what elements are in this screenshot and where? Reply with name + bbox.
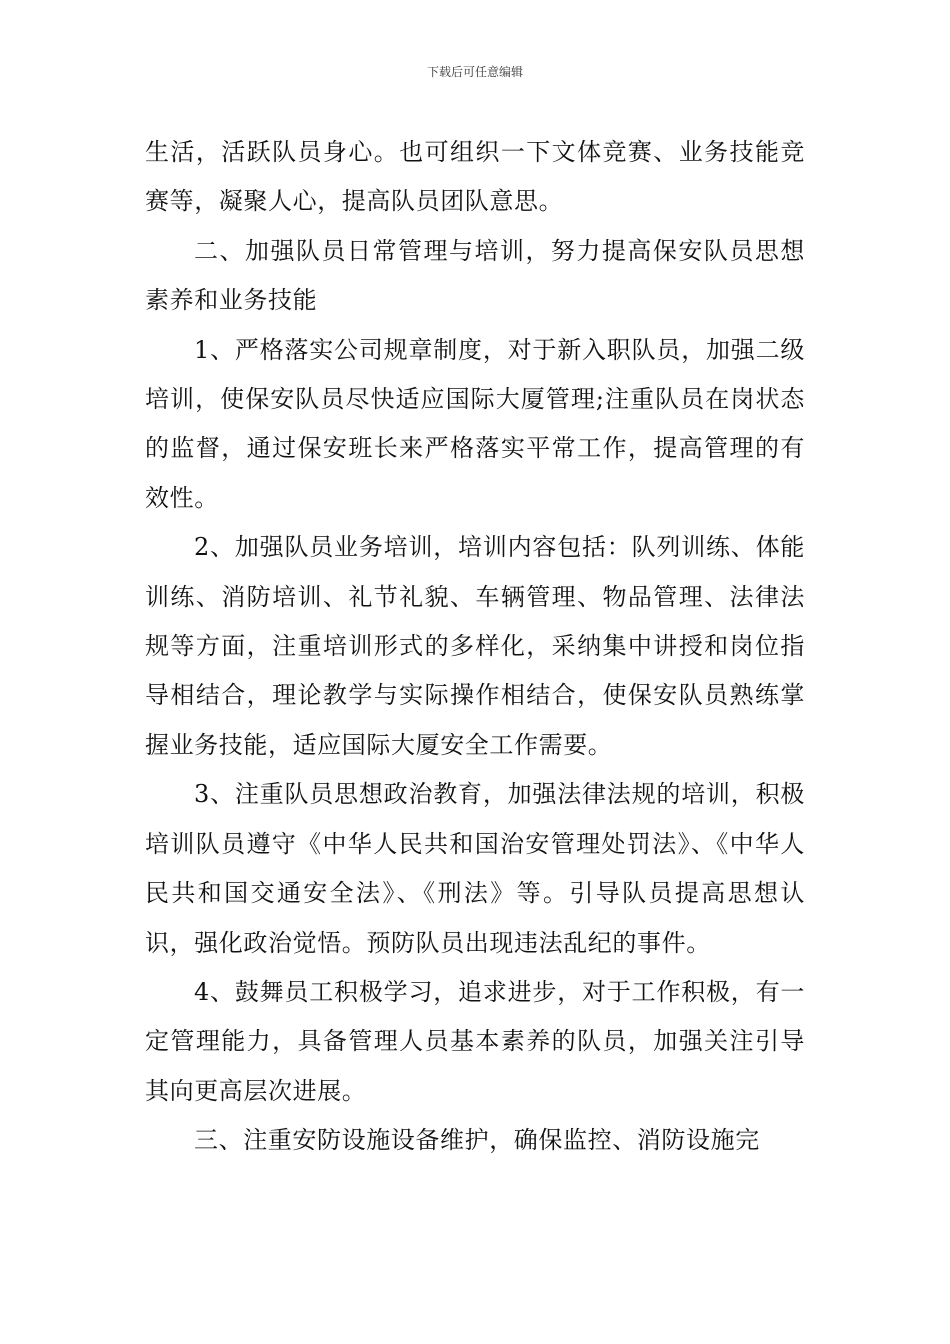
paragraph-continuation: 生活，活跃队员身心。也可组织一下文体竞赛、业务技能竞赛等，凝聚人心，提高队员团队意思。 — [145, 138, 805, 216]
paragraph-item-2: 2、加强队员业务培训，培训内容包括：队列训练、体能训练、消防培训、礼节礼貌、车辆管理、物品管理、法律法规等方面，注重培训形式的多样化，采纳集中讲授和岗位指导相结合，理论教学与实际操作相结合，使保安队员熟练掌握业务技能，适应国际大厦安全工作需要。 — [145, 533, 805, 759]
paragraph-item-1: 1、严格落实公司规章制度，对于新入职队员，加强二级培训，使保安队员尽快适应国际大厦管理;注重队员在岗状态的监督，通过保安班长来严格落实平常工作，提高管理的有效性。 — [145, 335, 805, 512]
paragraph-section-two-heading: 二、加强队员日常管理与培训，努力提高保安队员思想素养和业务技能 — [145, 236, 805, 315]
document-body — [145, 128, 805, 1166]
paragraph-item-4: 4、鼓舞员工积极学习，追求进步，对于工作积极，有一定管理能力，具备管理人员基本素养的队员，加强关注引导其向更高层次进展。 — [145, 977, 805, 1105]
paragraph-section-three-heading: 三、注重安防设施设备维护，确保监控、消防设施完 — [194, 1126, 760, 1155]
page-header-note: 下载后可任意编辑 — [426, 65, 523, 79]
paragraph-item-3: 3、注重队员思想政治教育，加强法律法规的培训，积极培训队员遵守《中华人民共和国治安管理处罚法》、《中华人民共和国交通安全法》、《刑法》等。引导队员提高思想认识，强化政治觉悟。预防队员出现违法乱纪的事件。 — [145, 780, 805, 957]
